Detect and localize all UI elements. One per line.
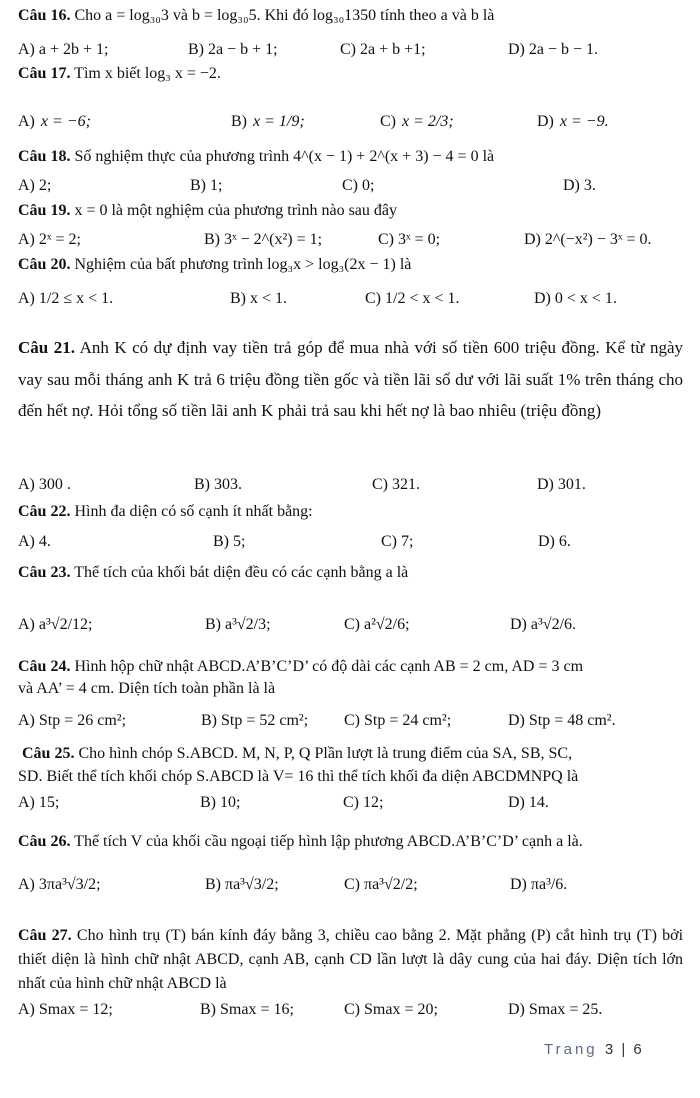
option-d: D) 2^(−x²) − 3ˣ = 0.: [524, 231, 652, 248]
question-text: Cho hình trụ (T) bán kính đáy bằng 3, chiều cao bằng 2. Mặt phẳng (P) cắt hình trụ (T) bởi thiết diện là hình chữ nhật ABCD, cạnh AB, cạnh CD lần lượt là dây cung của hai đáy. Diện tích lớn nhất của hình chữ nhật ABCD là: [18, 927, 684, 992]
option-a: A) 300 .: [18, 476, 71, 493]
option-c: C) 12;: [343, 794, 384, 811]
question-23: [18, 563, 683, 583]
option-d: D) x = −9.: [537, 113, 609, 130]
option-b: B) 10;: [200, 794, 241, 811]
option-d: D) 0 < x < 1.: [534, 290, 617, 307]
question-text: Hình hộp chữ nhật ABCD.A’B’C’D’ có độ dài các cạnh AB = 2 cm, AD = 3 cm: [74, 658, 584, 675]
question-text: Tìm x biết log₃ x = −2.: [74, 65, 221, 82]
option-c: C) 3ˣ = 0;: [378, 231, 441, 248]
question-21: [18, 332, 683, 427]
option-d: D) 2a − b − 1.: [508, 41, 599, 58]
question-text: x = 0 là một nghiệm của phương trình nào sau đây: [74, 202, 397, 219]
option-a: A) 15;: [18, 794, 60, 811]
option-d: D) Smax = 25.: [508, 1001, 603, 1018]
question-27: [18, 924, 683, 996]
option-c: C) 0;: [342, 177, 375, 194]
option-d: D) πa³/6.: [510, 876, 568, 893]
options-21: [18, 465, 683, 505]
option-b: B) x < 1.: [230, 290, 288, 307]
question-26: [18, 832, 683, 852]
option-a: A) 1/2 ≤ x < 1.: [18, 290, 114, 307]
option-b: B) 3ˣ − 2^(x²) = 1;: [204, 231, 323, 248]
options-24: [18, 701, 683, 741]
option-d: D) 3.: [563, 177, 596, 194]
option-a: A) 2;: [18, 177, 52, 194]
option-c: C) x = 2/3;: [380, 113, 454, 130]
question-25: [22, 744, 687, 764]
question-label: Câu 27.: [18, 927, 72, 944]
option-c: C) Stp = 24 cm²;: [344, 712, 452, 729]
question-text: Thể tích V của khối cầu ngoại tiếp hình lập phương ABCD.A’B’C’D’ cạnh a là.: [74, 833, 583, 850]
option-b: B) 5;: [213, 533, 246, 550]
option-d: D) a³√2/6.: [510, 616, 577, 633]
question-label: Câu 22.: [18, 503, 71, 520]
option-c: C) 7;: [381, 533, 414, 550]
question-label: Câu 20.: [18, 256, 71, 273]
options-23: [18, 605, 683, 645]
options-20: [18, 279, 683, 319]
option-c: C) a²√2/6;: [344, 616, 410, 633]
question-24-line-2: và AA’ = 4 cm. Diện tích toàn phần là là: [18, 680, 276, 697]
question-25-line-2: SD. Biết thể tích khối chóp S.ABCD là V= 16 thì thể tích khối đa diện ABCDMNPQ là: [18, 768, 579, 785]
question-text: Nghiệm của bất phương trình log₃x > log₃(2x − 1) là: [74, 256, 412, 273]
option-c: C) 2a + b +1;: [340, 41, 426, 58]
footer-label: Trang: [544, 1041, 598, 1058]
options-19: [18, 220, 683, 260]
question-text: Anh K có dự định vay tiền trả góp để mua nhà với số tiền 600 triệu đồng. Kể từ ngày vay sau mỗi tháng anh K trả 6 triệu đồng tiền gốc và tiền lãi số dư với lãi suất 1% trên tháng cho đến hết nợ. Hỏi tổng số tiền lãi anh K phải trả sau khi hết nợ là bao nhiêu (triệu đồng): [18, 338, 684, 420]
option-d: D) 6.: [538, 533, 571, 550]
option-b: B) πa³√3/2;: [205, 876, 279, 893]
question-label: Câu 17.: [18, 65, 71, 82]
question-label: Câu 26.: [18, 833, 71, 850]
option-c: C) Smax = 20;: [344, 1001, 438, 1018]
question-label: Câu 18.: [18, 148, 71, 165]
question-17: [18, 64, 683, 84]
option-b: B) 2a − b + 1;: [188, 41, 278, 58]
option-b: B) Stp = 52 cm²;: [201, 712, 309, 729]
option-a: A) Stp = 26 cm²;: [18, 712, 127, 729]
options-25: [18, 783, 683, 823]
option-c: C) πa³√2/2;: [344, 876, 418, 893]
option-a: A) 4.: [18, 533, 51, 550]
options-17: [18, 102, 683, 142]
options-27: [18, 990, 683, 1030]
options-18: [18, 166, 683, 206]
option-a: A) Smax = 12;: [18, 1001, 113, 1018]
options-22: [18, 522, 683, 562]
question-24: [18, 657, 683, 677]
option-b: B) 303.: [194, 476, 242, 493]
question-label: Câu 23.: [18, 564, 71, 581]
page-number: 3 | 6: [604, 1041, 644, 1058]
question-20: [18, 255, 683, 275]
option-d: D) Stp = 48 cm².: [508, 712, 616, 729]
question-label: Câu 21.: [18, 338, 75, 357]
question-label: Câu 24.: [18, 658, 71, 675]
question-label: Câu 19.: [18, 202, 71, 219]
option-c: C) 1/2 < x < 1.: [365, 290, 460, 307]
option-d: D) 14.: [508, 794, 549, 811]
question-text: Thể tích của khối bát diện đều có các cạnh bằng a là: [74, 564, 409, 581]
question-text: Hình đa diện có số cạnh ít nhất bằng:: [74, 503, 313, 520]
option-c: C) 321.: [372, 476, 420, 493]
page-footer: [544, 1041, 644, 1058]
question-text: Số nghiệm thực của phương trình 4^(x − 1) + 2^(x + 3) − 4 = 0 là: [74, 148, 495, 165]
option-a: A) a³√2/12;: [18, 616, 93, 633]
question-18: [18, 147, 683, 167]
option-a: A) a + 2b + 1;: [18, 41, 109, 58]
question-16: [18, 6, 683, 26]
option-a: A) 3πa³√3/2;: [18, 876, 101, 893]
question-label: Câu 16.: [18, 7, 71, 24]
option-b: B) x = 1/9;: [231, 113, 305, 130]
option-b: B) 1;: [190, 177, 223, 194]
question-label: Câu 25.: [22, 745, 75, 762]
option-a: A) 2ˣ = 2;: [18, 231, 81, 248]
options-26: [18, 865, 683, 905]
option-b: B) a³√2/3;: [205, 616, 271, 633]
option-a: A) x = −6;: [18, 113, 91, 130]
question-text: Cho a = log₃₀3 và b = log₃₀5. Khi đó log₃₀1350 tính theo a và b là: [74, 7, 495, 24]
question-text: Cho hình chóp S.ABCD. M, N, P, Q Plần lượt là trung điểm của SA, SB, SC,: [78, 745, 573, 762]
question-19: [18, 201, 683, 221]
option-b: B) Smax = 16;: [200, 1001, 294, 1018]
question-22: [18, 502, 683, 522]
option-d: D) 301.: [537, 476, 586, 493]
